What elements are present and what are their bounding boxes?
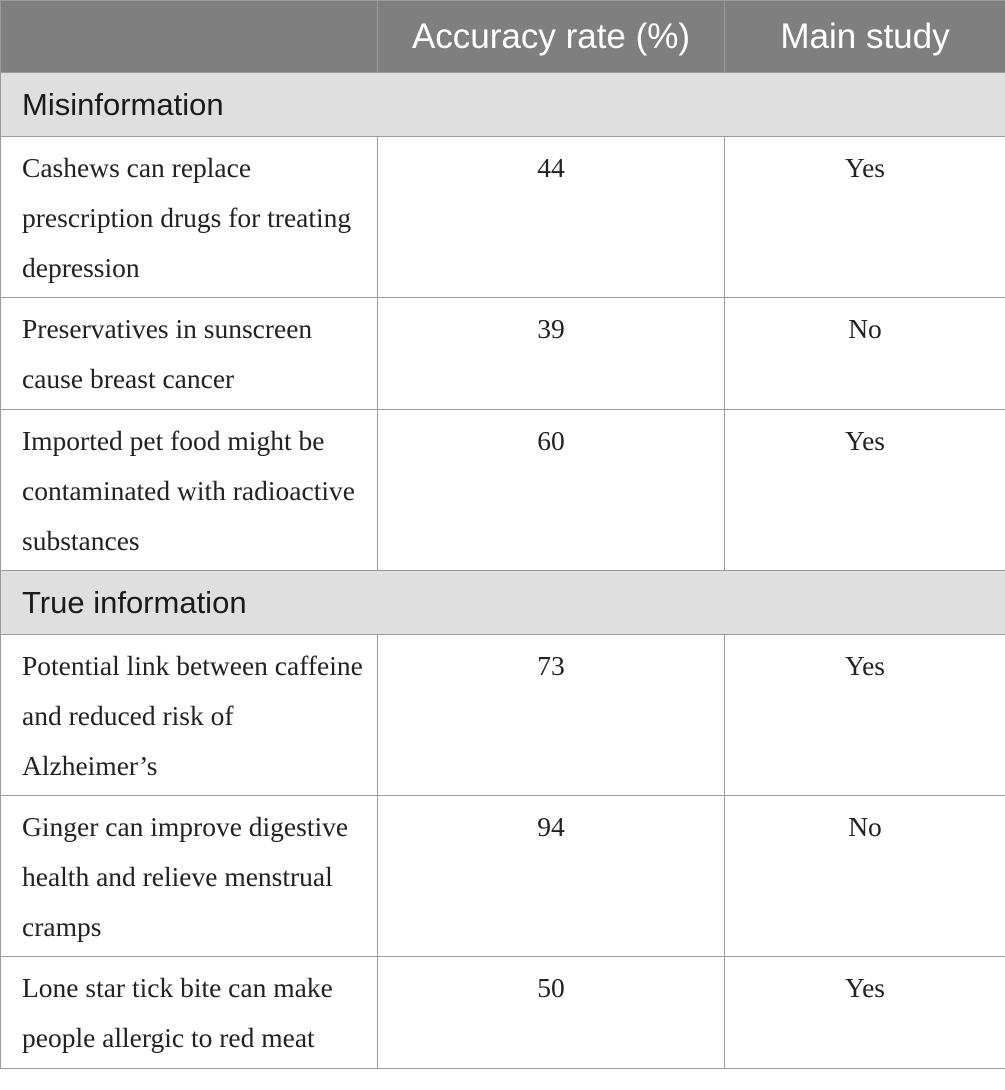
section-row-true-information (1, 571, 1005, 635)
accuracy-cell: 60 (378, 410, 725, 571)
main-study-cell: Yes (725, 410, 1005, 571)
header-accuracy-rate: Accuracy rate (%) (378, 1, 725, 73)
accuracy-cell: 94 (378, 796, 725, 957)
main-study-cell: No (725, 298, 1005, 410)
section-title: Misinformation (1, 73, 1005, 137)
table-row (1, 957, 1005, 1069)
table-row (1, 635, 1005, 796)
statement-cell: Imported pet food might be contaminated with radioactive substances (1, 410, 378, 571)
statement-cell: Cashews can replace prescription drugs for treating depression (1, 137, 378, 298)
statement-cell: Preservatives in sunscreen cause breast cancer (1, 298, 378, 410)
header-row (1, 1, 1005, 73)
header-main-study: Main study (725, 1, 1005, 73)
accuracy-cell: 73 (378, 635, 725, 796)
statement-cell: Ginger can improve digestive health and relieve menstrual cramps (1, 796, 378, 957)
statement-cell: Potential link between caffeine and reduced risk of Alzheimer’s (1, 635, 378, 796)
table-row (1, 137, 1005, 298)
table-row (1, 298, 1005, 410)
section-title: True information (1, 571, 1005, 635)
main-study-cell: Yes (725, 635, 1005, 796)
accuracy-cell: 39 (378, 298, 725, 410)
main-study-cell: Yes (725, 957, 1005, 1069)
table-row (1, 796, 1005, 957)
statement-cell: Lone star tick bite can make people allergic to red meat (1, 957, 378, 1069)
header-statement (1, 1, 378, 73)
main-study-cell: Yes (725, 137, 1005, 298)
accuracy-cell: 50 (378, 957, 725, 1069)
accuracy-cell: 44 (378, 137, 725, 298)
section-row-misinformation (1, 73, 1005, 137)
main-study-cell: No (725, 796, 1005, 957)
table-row (1, 410, 1005, 571)
